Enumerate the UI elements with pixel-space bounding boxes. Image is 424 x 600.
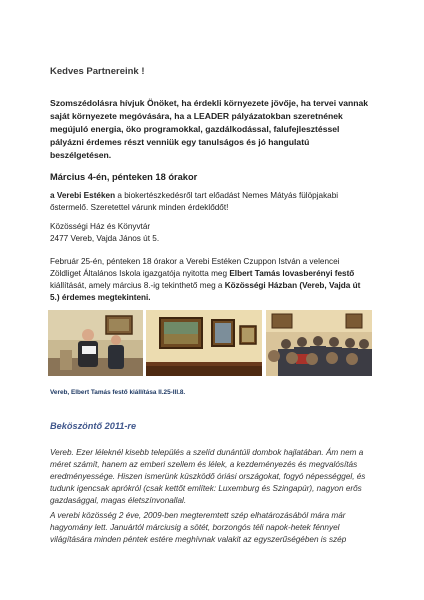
venue-street: 2477 Vereb, Vajda János út 5. <box>50 234 160 243</box>
section-heading: Beköszöntő 2011-re <box>50 421 137 431</box>
event-paragraph <box>50 190 372 214</box>
event-lead-bold: a Verebi Estéken <box>50 191 116 200</box>
report-bold-2: Közösségi Házban (Vereb, Vajda út 5.) érdemes megtekinteni. <box>50 281 361 302</box>
report-text-1: Február 25-én, pénteken 18 órakor a Verebi Estéken Czuppon István a velencei Zöldliget Általános Iskola igazgatója nyitotta meg <box>50 257 340 278</box>
report-bold-1: Elbert Tamás lovasberényi festő <box>229 269 355 278</box>
exhibition-report <box>50 256 372 304</box>
report-text-2: kiállítását, amely március 8.-ig tekinthető meg a <box>50 281 225 290</box>
greeting: Kedves Partnereink ! <box>50 66 145 77</box>
photo-paintings-wall <box>146 310 262 376</box>
event-text: a biokertészkedésről tart előadást Nemes Mátyás fülöpjakabi őstermelő. Szeretettel várunk minden érdeklődőt! <box>50 191 339 212</box>
photo-opening-speech <box>48 310 143 376</box>
intro-paragraph: Szomszédolásra hívjuk Önöket, ha érdekli környezete jövője, ha tervei vannak saját környezete megóvására, ha a LEADER pályázatokban szeretnének megújuló energia, öko programokkal, gazdálkodással, falufejlesztéssel pályázni érdemes részt venniük egy tanulságos és jó hangulatú beszélgetésen. <box>50 98 369 160</box>
venue-name: Közösségi Ház és Könyvtár <box>50 222 151 231</box>
venue-address <box>50 221 372 245</box>
event-date-heading: Március 4-én, pénteken 18 órakor <box>50 172 198 182</box>
welcome-paragraph-1: Vereb. Ezer léleknél kisebb település a szelíd dunántúli dombok hajlatában. Ám nem a méret számít, hanem az emberi szellem és lélek, a kezdeményezés és megvalósítás eredményessége. Hiszen ismerünk küszködő óriási országokat, fogyó népességgel, és tudunk igencsak aprókról (csak kettőt említek: Luxemburg és Szingapúr), nagyon erős gazdasággal, magas életszínvonallal. <box>50 448 366 505</box>
exhibition-photos <box>48 310 372 376</box>
photo-caption: Vereb, Elbert Tamás festő kiállítása II.25-III.8. <box>50 389 186 396</box>
photo-audience <box>266 310 372 376</box>
welcome-paragraph-2: A verebi közösség 2 éve, 2009-ben megteremtett szép elhatározásából mára már hagyomány lett. Januártól márciusig a sötét, borzongós téli napok-hetek fénnyel világítására minden péntek estére meghívnak valakit az egyszerűségében is szép <box>50 511 347 544</box>
